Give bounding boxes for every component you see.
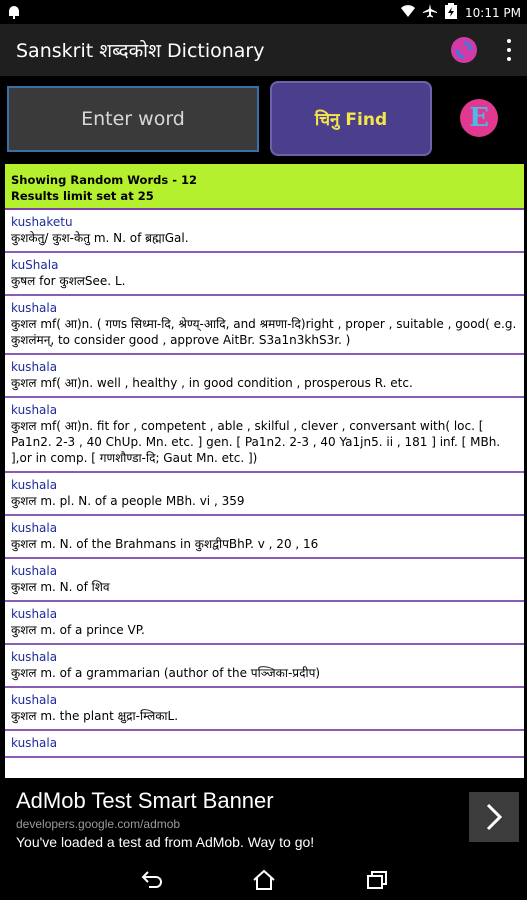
entry-word: kushala (11, 360, 58, 374)
search-input[interactable] (7, 86, 259, 152)
back-icon[interactable] (138, 868, 166, 892)
language-toggle-button[interactable]: E (460, 99, 498, 137)
recents-icon[interactable] (363, 868, 391, 892)
entry-word: kushala (11, 607, 58, 621)
search-area (0, 76, 527, 164)
ad-description: You've loaded a test ad from AdMob. Way to go! (16, 834, 315, 850)
result-entry[interactable] (5, 355, 524, 398)
result-entry[interactable] (5, 559, 524, 602)
entry-word: kushala (11, 564, 58, 578)
entry-definition: कुशल mf( आ)n. fit for , competent , able , skilful , clever , conversant with( loc. [ Pa1n2. 2-3 , 40 ChUp. Mn. etc. ] gen. [ Pa1n2. 2-3 , 40 Ya1jn5. ii , 181 ] inf. [ MBh. ],or in comp. [ गणशौण्डा-दि; Gaut Mn. etc. ]) (11, 419, 501, 465)
result-entry[interactable] (5, 296, 524, 355)
result-entry[interactable] (5, 645, 524, 688)
overflow-menu-icon[interactable] (502, 36, 516, 64)
entry-definition: कुशल m. pl. N. of a people MBh. vi , 359 (11, 494, 245, 508)
entry-word: kushala (11, 403, 58, 417)
clock: 10:11 PM (465, 5, 521, 20)
entry-definition: कुषल for कुशलSee. L. (11, 274, 126, 288)
chevron-right-icon[interactable] (469, 792, 519, 842)
entry-definition: कुशल mf( आ)n. ( गणs सिध्मा-दि, श्रेण्य्-आदि, and श्रमणा-दि)right , proper , suitable , good( e.g. कुशलंमन्, to consider good , approve AitBr. S3a1n3khS3r. ) (11, 317, 517, 347)
result-entry[interactable] (5, 516, 524, 559)
entry-word: kushala (11, 736, 58, 750)
result-entry[interactable] (5, 210, 524, 253)
refresh-icon[interactable] (451, 37, 477, 63)
entry-word: kushala (11, 693, 58, 707)
result-entry[interactable] (5, 253, 524, 296)
result-entry[interactable] (5, 602, 524, 645)
action-bar (0, 24, 527, 76)
entry-word: kushala (11, 301, 58, 315)
wifi-icon (400, 4, 416, 21)
ad-title: AdMob Test Smart Banner (16, 788, 274, 813)
entry-word: kushaketu (11, 215, 73, 229)
ad-url: developers.google.com/admob (16, 817, 181, 831)
entry-definition: कुशल m. the plant क्षुद्रा-म्लिकाL. (11, 709, 179, 723)
results-header (5, 164, 524, 210)
result-entry[interactable] (5, 688, 524, 731)
entry-definition: कुशल m. N. of शिव (11, 580, 110, 594)
entry-definition: कुशल m. of a grammarian (author of the पञ्जिका-प्रदीप) (11, 666, 321, 680)
home-icon[interactable] (250, 868, 278, 892)
airplane-icon (423, 4, 437, 21)
entry-definition: कुशकेतु/ कुश-केतु m. N. of ब्रह्माGal. (11, 231, 189, 245)
app-title: Sanskrit शब्दकोश Dictionary (16, 40, 265, 62)
entry-word: kushala (11, 478, 58, 492)
result-entry[interactable] (5, 398, 524, 473)
entry-word: kushala (11, 521, 58, 535)
status-bar (0, 0, 527, 24)
entry-word: kuShala (11, 258, 59, 272)
entry-definition: कुशल m. N. of the Brahmans in कुशद्वीपBhP. v , 20 , 16 (11, 537, 319, 551)
results-count-text: Showing Random Words - 12 (11, 173, 197, 187)
result-entry[interactable] (5, 731, 524, 758)
results-list[interactable] (5, 164, 524, 778)
entry-definition: कुशल mf( आ)n. well , healthy , in good condition , prosperous R. etc. (11, 376, 413, 390)
results-limit-text: Results limit set at 25 (11, 189, 154, 203)
navigation-bar (0, 860, 527, 900)
result-entry[interactable] (5, 473, 524, 516)
battery-charging-icon (444, 3, 458, 22)
entry-definition: कुशल m. of a prince VP. (11, 623, 145, 637)
ad-banner[interactable] (0, 778, 527, 860)
entry-word: kushala (11, 650, 58, 664)
android-debug-icon (8, 5, 20, 22)
find-button[interactable]: चिनु Find (270, 81, 432, 156)
